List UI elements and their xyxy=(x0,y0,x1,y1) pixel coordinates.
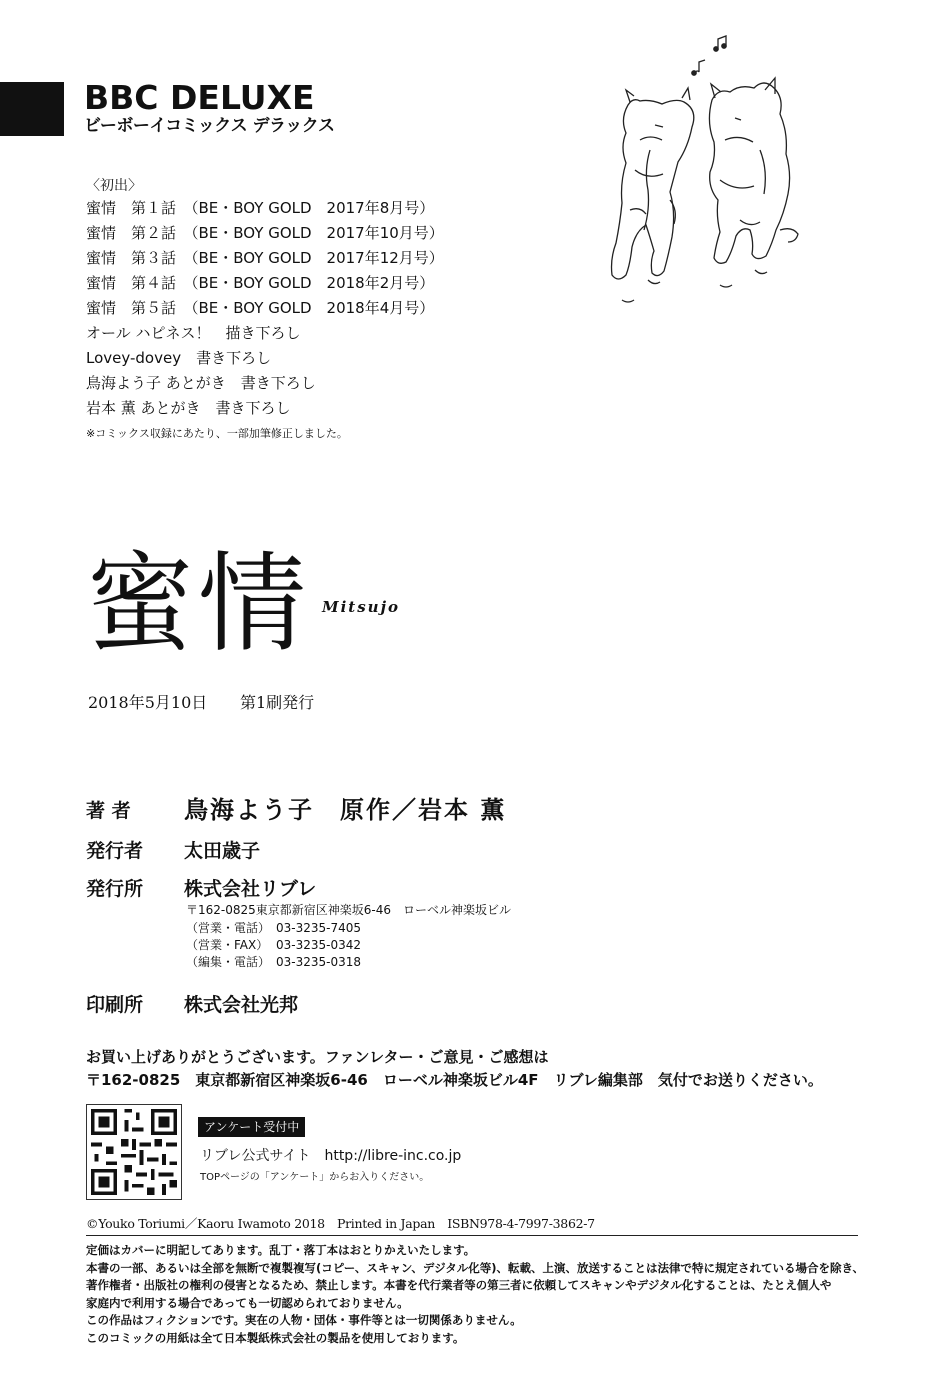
list-item: Lovey-dovey 書き下ろし xyxy=(86,349,272,367)
legal-line: このコミックの用紙は全て日本製紙株式会社の製品を使用しております。 xyxy=(86,1330,465,1345)
list-item: 蜜情 第５話 （BE・BOY GOLD 2018年4月号） xyxy=(86,299,435,317)
contact-number: 03-3235-0318 xyxy=(276,955,362,969)
official-site-link[interactable]: リブレ公式サイト http://libre-inc.co.jp xyxy=(200,1148,462,1164)
list-item: 蜜情 第４話 （BE・BOY GOLD 2018年2月号） xyxy=(86,274,435,292)
list-item: 鳥海よう子 あとがき 書き下ろし xyxy=(86,374,316,392)
printer-value: 株式会社光邦 xyxy=(184,994,299,1016)
list-item: 蜜情 第３話 （BE・BOY GOLD 2017年12月号） xyxy=(86,249,444,267)
survey-badge: アンケート受付中 xyxy=(198,1117,305,1137)
printer-label: 印刷所 xyxy=(86,994,144,1016)
contact-label: （編集・電話） xyxy=(186,955,271,969)
brand-subtitle: ビーボーイコミックス デラックス xyxy=(84,116,335,136)
legal-line: 家庭内で利用する場合であっても一切認められておりません。 xyxy=(86,1295,409,1310)
edition: 第1刷発行 xyxy=(240,693,315,712)
list-item: 岩本 薫 あとがき 書き下ろし xyxy=(86,399,291,417)
left-dog xyxy=(612,88,694,302)
music-notes-icon xyxy=(692,36,726,75)
contact-row xyxy=(186,937,361,954)
list-item: 蜜情 第１話 （BE・BOY GOLD 2017年8月号） xyxy=(86,199,435,217)
legal-line: 本書の一部、あるいは全部を無断で複製複写(コピー、スキャン、デジタル化等)、転載、上演、放送することは法律で特に規定されている場合を除き、 xyxy=(86,1260,865,1275)
qr-code-icon[interactable] xyxy=(86,1104,182,1200)
brand-black-bar xyxy=(0,82,64,136)
company-value: 株式会社リブレ xyxy=(184,878,317,900)
contact-label: （営業・FAX） xyxy=(186,938,269,952)
first-publication-list xyxy=(86,196,444,421)
right-dog xyxy=(709,78,798,287)
contact-row xyxy=(186,954,361,971)
legal-line: 著作権者・出版社の権利の侵害となるため、禁止します。本書を代行業者等の第三者に依頼してスキャンやデジタル化することは、たとえ個人や xyxy=(86,1278,832,1292)
issue-date: 2018年5月10日 xyxy=(88,693,208,712)
contact-label: （営業・電話） xyxy=(186,921,271,935)
company-label: 発行所 xyxy=(86,878,144,900)
copyright-line: ©Youko Toriumi／Kaoru Iwamoto 2018 Printed in Japan ISBN978-4-7997-3862-7 xyxy=(86,1216,595,1231)
book-title-en: Mitsujo xyxy=(322,598,401,616)
publisher-value: 太田歳子 xyxy=(184,840,261,862)
divider xyxy=(86,1235,858,1236)
first-publication-heading: 〈初出〉 xyxy=(86,178,142,194)
contact-row xyxy=(186,920,361,937)
thanks-line-2: 〒162-0825 東京都新宿区神楽坂6-46 ローベル神楽坂ビル4F リブレ編集部 気付でお送りください。 xyxy=(86,1071,823,1089)
legal-line: 定価はカバーに明記してあります。乱丁・落丁本はおとりかえいたします。 xyxy=(86,1243,476,1257)
company-address: 〒162-0825東京都新宿区神楽坂6-46 ローベル神楽坂ビル xyxy=(186,903,512,917)
book-title-jp: 蜜情 xyxy=(86,542,311,667)
contact-number: 03-3235-7405 xyxy=(276,921,362,935)
legal-notices xyxy=(86,1242,864,1347)
first-publication-note: ※コミックス収録にあたり、一部加筆修正しました。 xyxy=(86,427,348,440)
brand-title: BBC DELUXE xyxy=(84,78,315,117)
dogs-illustration xyxy=(600,30,850,330)
publisher-label: 発行者 xyxy=(86,840,144,862)
author-label: 著 者 xyxy=(86,800,131,822)
author-value: 鳥海よう子 原作／岩本 薫 xyxy=(184,796,507,824)
list-item: オール ハピネス！ 描き下ろし xyxy=(86,324,301,342)
list-item: 蜜情 第２話 （BE・BOY GOLD 2017年10月号） xyxy=(86,224,444,242)
legal-line: この作品はフィクションです。実在の人物・団体・事件等とは一切関係ありません。 xyxy=(86,1313,522,1327)
survey-note: TOPページの「アンケート」からお入りください。 xyxy=(200,1172,430,1183)
contact-number: 03-3235-0342 xyxy=(276,938,362,952)
thanks-line-1: お買い上げありがとうございます。ファンレター・ご意見・ご感想は xyxy=(86,1048,549,1066)
